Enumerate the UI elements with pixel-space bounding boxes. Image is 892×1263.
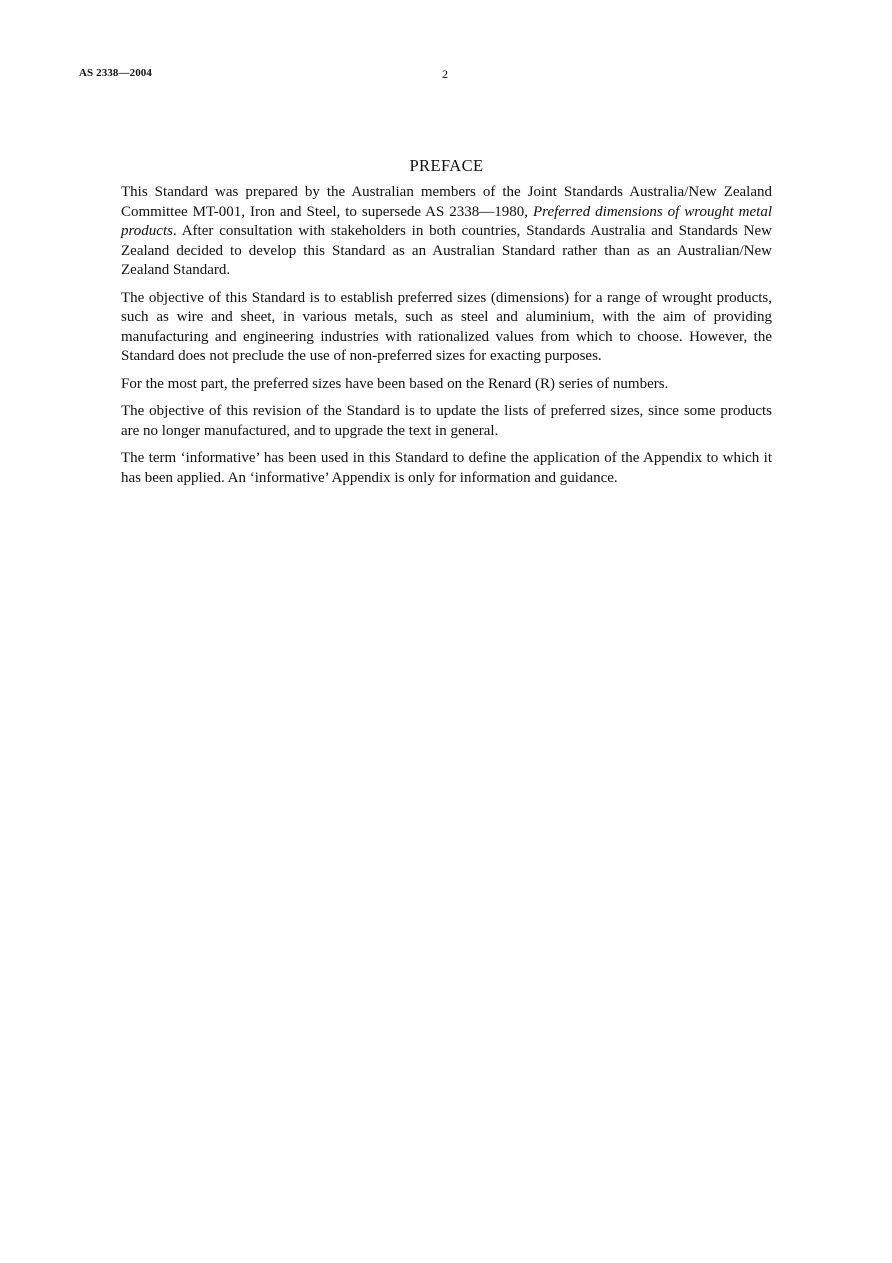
page-number: 2 [442, 67, 448, 81]
preface-paragraph-3: For the most part, the preferred sizes have been based on the Renard (R) series of numbers. [121, 375, 669, 392]
preface-paragraph-5: The term ‘informative’ has been used in this Standard to define the application of the Appendix to which it has been applied. An ‘informative’ Appendix is only for information and guidance. [121, 450, 772, 486]
preface-paragraph-2: The objective of this Standard is to establish preferred sizes (dimensions) for a range of wrought products, such as wire and sheet, in various metals, such as steel and aluminium, with the aim of providing manufacturing and engineering industries with rationalized values from which to choose. However, the Standard does not preclude the use of non-preferred sizes for exacting purposes. [121, 289, 772, 364]
referenced-standard-title: Preferred dimensions of wrought metal products [121, 203, 772, 239]
preface-section [121, 156, 772, 488]
document-id: AS 2338—2004 [79, 67, 153, 79]
preface-paragraph-1 [121, 183, 772, 281]
preface-paragraph-1-text-end: . After consultation with stakeholders in both countries, Standards Australia and Standards New Zealand decided to develop this Standard as an Australian Standard rather than as an Australian/New Zealand Standard. [121, 223, 772, 278]
preface-paragraph-4: The objective of this revision of the Standard is to update the lists of preferred sizes, since some products are no longer manufactured, and to upgrade the text in general. [121, 403, 772, 439]
preface-paragraph-1-text-start: This Standard was prepared by the Australian members of the Joint Standards Australia/New Zealand Committee MT-001, Iron and Steel, to supersede AS 2338—1980, [121, 184, 772, 220]
preface-title: PREFACE [409, 156, 484, 175]
page-header [79, 67, 451, 83]
